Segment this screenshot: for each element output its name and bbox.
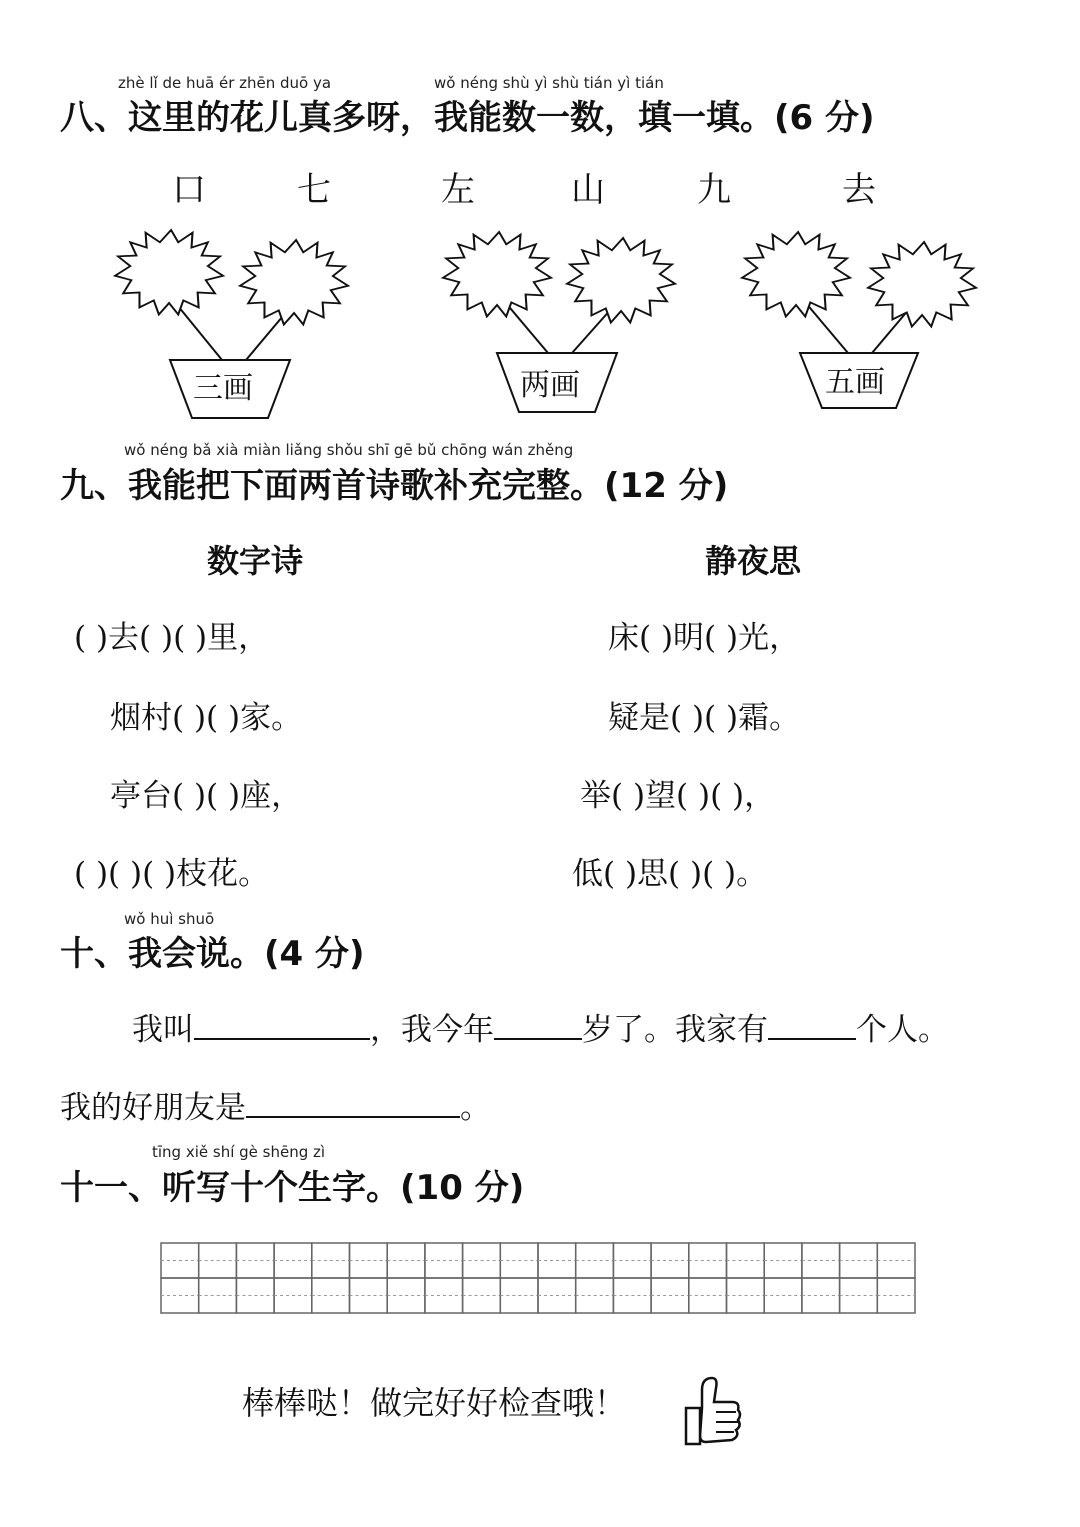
intro-text-b: ，我今年 bbox=[370, 1012, 494, 1048]
age-blank[interactable] bbox=[494, 1010, 582, 1040]
char-4: 山 bbox=[571, 170, 605, 210]
char-3: 左 bbox=[441, 170, 475, 210]
section8-heading: 八、这里的花儿真多呀，我能数一数，填一填。(6 分) bbox=[60, 98, 875, 138]
intro-sentence-1 bbox=[132, 1004, 949, 1049]
poem2-line-2: 疑是( )( )霜。 bbox=[608, 700, 801, 736]
section11-heading: 十一、听写十个生字。(10 分) bbox=[60, 1168, 525, 1208]
poem2-title: 静夜思 bbox=[705, 542, 802, 580]
section9-heading: 九、我能把下面两首诗歌补充完整。(12 分) bbox=[60, 466, 729, 506]
intro-text-c: 岁了。我家有 bbox=[582, 1012, 768, 1048]
section8-pinyin-left: zhè lǐ de huā ér zhēn duō ya bbox=[118, 74, 332, 92]
friend-text-b: 。 bbox=[460, 1090, 491, 1126]
thumbs-up-icon bbox=[680, 1372, 746, 1452]
friend-text-a: 我的好朋友是 bbox=[60, 1090, 246, 1126]
friend-blank[interactable] bbox=[246, 1088, 460, 1118]
poem2-line-4: 低( )思( )( )。 bbox=[572, 856, 768, 892]
poem1-line-3: 亭台( )( )座， bbox=[110, 778, 303, 814]
closing-message: 棒棒哒！做完好好检查哦！ bbox=[242, 1384, 627, 1422]
char-1: 口 bbox=[172, 170, 206, 210]
family-count-blank[interactable] bbox=[768, 1010, 856, 1040]
section8-pinyin-right: wǒ néng shù yì shù tián yì tián bbox=[434, 74, 664, 92]
char-2: 七 bbox=[297, 170, 331, 210]
section9-pinyin: wǒ néng bǎ xià miàn liǎng shǒu shī gē bǔ chōng wán zhěng bbox=[124, 441, 574, 459]
pot-label-1: 三画 bbox=[193, 371, 253, 406]
intro-text-d: 个人。 bbox=[856, 1012, 949, 1048]
dictation-grid[interactable] bbox=[160, 1242, 916, 1314]
flower-pots-illustration bbox=[0, 220, 1080, 430]
flower-pot-2 bbox=[443, 232, 675, 412]
poem2-line-3: 举( )望( )( )， bbox=[580, 778, 776, 814]
intro-sentence-2 bbox=[60, 1082, 491, 1127]
poem2-line-1: 床( )明( )光， bbox=[608, 620, 801, 656]
pot-label-3: 五画 bbox=[825, 365, 885, 400]
flower-pot-1 bbox=[115, 230, 348, 418]
flower-pot-3 bbox=[742, 232, 976, 408]
section11-pinyin: tīng xiě shí gè shēng zì bbox=[152, 1143, 326, 1161]
poem1-title: 数字诗 bbox=[207, 542, 304, 580]
name-blank[interactable] bbox=[194, 1010, 370, 1040]
pot-label-2: 两画 bbox=[520, 368, 580, 403]
poem1-line-2: 烟村( )( )家。 bbox=[110, 700, 303, 736]
intro-text-a: 我叫 bbox=[132, 1012, 194, 1048]
char-5: 九 bbox=[697, 170, 731, 210]
poem1-line-4: ( )( )( )枝花。 bbox=[74, 856, 270, 892]
char-6: 去 bbox=[842, 170, 876, 210]
section10-heading: 十、我会说。(4 分) bbox=[60, 934, 365, 974]
poem1-line-1: ( )去( )( )里， bbox=[74, 620, 270, 656]
section10-pinyin: wǒ huì shuō bbox=[124, 910, 215, 928]
